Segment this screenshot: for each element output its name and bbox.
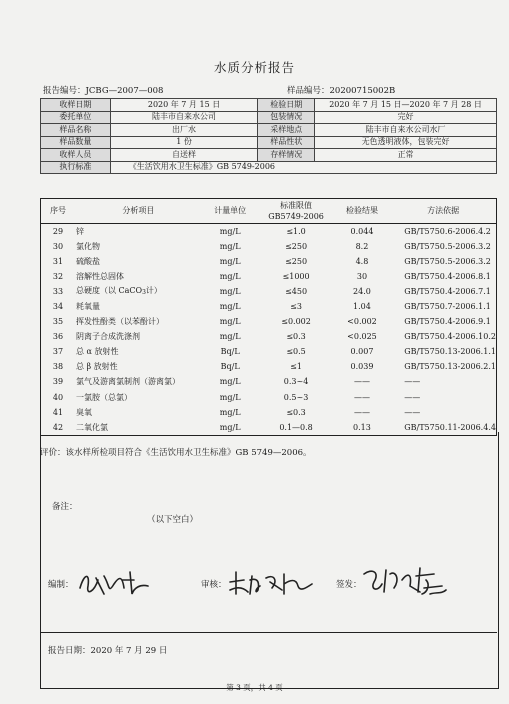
item-text: 耗氧量 xyxy=(75,302,100,312)
cell-item xyxy=(75,299,202,314)
cell-method: GB/T5750.5-2006.3.2 xyxy=(404,256,491,266)
result-row xyxy=(41,330,497,345)
result-row xyxy=(41,390,497,405)
result-row xyxy=(41,284,497,299)
blank-note: （以下空白） xyxy=(147,515,199,525)
cell-result: —— xyxy=(353,377,370,387)
editor-signature xyxy=(74,566,154,600)
info-value: 自送样 xyxy=(110,149,258,162)
reviewer-signature xyxy=(226,566,316,600)
result-row xyxy=(41,269,497,284)
cell-result: <0.025 xyxy=(347,332,377,342)
cell-item xyxy=(75,405,202,420)
item-text: 总 β 放射性 xyxy=(75,362,118,372)
result-row xyxy=(41,254,497,269)
item-text: 臭氧 xyxy=(75,407,92,417)
result-row xyxy=(41,375,497,390)
cell-unit: mg/L xyxy=(219,226,241,236)
cell-limit: 0.3~4 xyxy=(283,377,309,387)
cell-unit: Bq/L xyxy=(220,362,240,372)
item-subscript: 3 xyxy=(142,289,146,297)
cell-method: GB/T5750.4-2006.9.1 xyxy=(404,317,491,327)
cell-method: —— xyxy=(404,377,421,387)
reviewer-label: 审核： xyxy=(201,580,227,590)
sample-number: 样品编号：20200715002B xyxy=(287,86,396,96)
result-row xyxy=(41,224,497,240)
cell-no: 34 xyxy=(52,302,64,312)
info-value: 陆丰市自来水公司水厂 xyxy=(315,124,497,137)
info-value: 2020 年 7 月 15 日—2020 年 7 月 28 日 xyxy=(315,99,497,112)
cell-no: 36 xyxy=(52,332,64,342)
editor-label: 编制： xyxy=(48,580,74,590)
info-value: 出厂水 xyxy=(110,124,258,137)
cell-item xyxy=(75,315,202,330)
cell-no: 39 xyxy=(52,377,64,387)
item-text: 溶解性总固体 xyxy=(75,271,124,281)
report-number: 报告编号：JCBG—2007—008 xyxy=(43,86,164,96)
item-text: 硫酸盐 xyxy=(75,256,100,266)
info-label: 收样人员 xyxy=(41,149,111,162)
issuer-signature xyxy=(360,562,450,600)
col-header-no: 序号 xyxy=(41,199,75,224)
info-label: 样品性状 xyxy=(258,136,315,149)
cell-no: 29 xyxy=(52,226,64,236)
cell-item xyxy=(75,330,202,345)
cell-no: 42 xyxy=(52,422,64,432)
col-header-limit-line2: GB5749-2006 xyxy=(268,211,324,221)
col-header-item: 分析项目 xyxy=(75,199,202,224)
result-row xyxy=(41,299,497,314)
info-label: 收样日期 xyxy=(41,99,111,112)
info-value: 2020 年 7 月 15 日 xyxy=(110,99,258,112)
cell-method: GB/T5750.7-2006.1.1 xyxy=(404,302,491,312)
cell-unit: mg/L xyxy=(219,256,241,266)
cell-unit: mg/L xyxy=(219,422,241,432)
info-label: 包装情况 xyxy=(258,111,315,124)
result-row xyxy=(41,360,497,375)
info-value: 完好 xyxy=(315,111,497,124)
cell-method: GB/T5750.4-2006.10.2 xyxy=(404,332,496,342)
info-label: 采样地点 xyxy=(258,124,315,137)
result-row xyxy=(41,345,497,360)
info-value: 无色透明液体，包装完好 xyxy=(315,136,497,149)
cell-limit: ≤1000 xyxy=(282,271,310,281)
cell-limit: ≤0.002 xyxy=(281,317,311,327)
cell-result: —— xyxy=(353,392,370,402)
result-row xyxy=(41,239,497,254)
cell-method: GB/T5750.11-2006.4.4 xyxy=(404,422,496,432)
info-label: 样品数量 xyxy=(41,136,111,149)
cell-method: GB/T5750.13-2006.2.1 xyxy=(404,362,496,372)
cell-limit: ≤0.3 xyxy=(286,332,306,342)
results-header-row xyxy=(41,199,497,224)
cell-unit: mg/L xyxy=(219,286,241,296)
cell-limit: ≤3 xyxy=(290,302,302,312)
cell-no: 38 xyxy=(52,362,64,372)
item-text: 一氯胺（总氯） xyxy=(75,392,132,402)
cell-no: 35 xyxy=(52,317,64,327)
cell-limit: ≤0.3 xyxy=(286,407,306,417)
col-header-limit-line1: 标准限值 xyxy=(280,200,313,210)
col-header-result: 检验结果 xyxy=(334,199,391,224)
cell-no: 31 xyxy=(52,256,64,266)
info-value: 陆丰市自来水公司 xyxy=(110,111,258,124)
cell-unit: mg/L xyxy=(219,271,241,281)
cell-item xyxy=(75,375,202,390)
cell-method: GB/T5750.13-2006.1.1 xyxy=(404,347,496,357)
col-header-method: 方法依据 xyxy=(390,199,496,224)
info-row xyxy=(41,124,497,137)
cell-unit: mg/L xyxy=(219,392,241,402)
cell-limit: ≤0.5 xyxy=(286,347,306,357)
info-label: 样品名称 xyxy=(41,124,111,137)
cell-item xyxy=(75,390,202,405)
cell-result: <0.002 xyxy=(347,317,377,327)
cell-item xyxy=(75,224,202,240)
cell-no: 33 xyxy=(52,286,64,296)
cell-limit: 0.1—0.8 xyxy=(279,422,313,432)
standard-value: 《生活饮用水卫生标准》GB 5749-2006 xyxy=(110,161,496,174)
cell-result: 0.039 xyxy=(350,362,374,372)
cell-limit: ≤1 xyxy=(290,362,302,372)
cell-method: GB/T5750.6-2006.4.2 xyxy=(404,226,491,236)
cell-item xyxy=(75,345,202,360)
cell-item xyxy=(75,239,202,254)
cell-no: 30 xyxy=(52,241,64,251)
cell-method: GB/T5750.4-2006.8.1 xyxy=(404,271,491,281)
results-table xyxy=(40,198,497,436)
cell-item xyxy=(75,269,202,284)
item-text: 总硬度（以 CaCO xyxy=(75,286,143,296)
remark-label: 备注： xyxy=(52,502,78,512)
cell-limit: ≤450 xyxy=(285,286,308,296)
report-date: 报告日期：2020 年 7 月 29 日 xyxy=(48,646,168,656)
item-text: 氯气及游离氯制剂（游离氯） xyxy=(75,377,180,387)
cell-unit: mg/L xyxy=(219,377,241,387)
cell-method: GB/T5750.5-2006.3.2 xyxy=(404,241,491,251)
item-text: 总 α 放射性 xyxy=(75,347,119,357)
cell-unit: mg/L xyxy=(219,302,241,312)
cell-limit: ≤1.0 xyxy=(286,226,306,236)
cell-result: 0.044 xyxy=(350,226,374,236)
cell-method: GB/T5750.4-2006.7.1 xyxy=(404,286,491,296)
item-text: 阴离子合成洗涤剂 xyxy=(75,332,140,342)
results-body xyxy=(41,224,497,436)
cell-unit: Bq/L xyxy=(220,347,240,357)
cell-result: 24.0 xyxy=(353,286,371,296)
item-text: 氯化物 xyxy=(75,241,100,251)
cell-result: 1.04 xyxy=(353,302,371,312)
sample-info-table xyxy=(40,98,497,174)
result-row xyxy=(41,405,497,420)
result-row xyxy=(41,315,497,330)
divider xyxy=(40,632,497,633)
cell-unit: mg/L xyxy=(219,317,241,327)
cell-item xyxy=(75,254,202,269)
evaluation-text: 评价：该水样所检项目符合《生活饮用水卫生标准》GB 5749—2006。 xyxy=(40,448,312,458)
info-row xyxy=(41,111,497,124)
cell-result: 30 xyxy=(356,271,368,281)
info-value: 1 份 xyxy=(110,136,258,149)
report-title: 水质分析报告 xyxy=(213,60,295,75)
item-text: 挥发性酚类（以苯酚计） xyxy=(75,317,164,327)
cell-no: 41 xyxy=(52,407,64,417)
cell-no: 40 xyxy=(52,392,64,402)
info-label: 检验日期 xyxy=(258,99,315,112)
page-footer: 第 3 页，共 4 页 xyxy=(226,683,283,692)
col-header-limit xyxy=(258,199,333,224)
info-row xyxy=(41,99,497,112)
cell-limit: ≤250 xyxy=(285,256,308,266)
cell-item xyxy=(75,284,202,299)
cell-result: 8.2 xyxy=(355,241,369,251)
standard-row xyxy=(41,161,497,174)
info-row xyxy=(41,136,497,149)
item-text: 二氧化氯 xyxy=(75,422,108,432)
cell-result: —— xyxy=(353,407,370,417)
col-header-unit: 计量单位 xyxy=(202,199,259,224)
info-label: 委托单位 xyxy=(41,111,111,124)
info-row xyxy=(41,149,497,162)
cell-limit: 0.5~3 xyxy=(283,392,309,402)
info-value: 正常 xyxy=(315,149,497,162)
standard-label: 执行标准 xyxy=(41,161,111,174)
cell-unit: mg/L xyxy=(219,332,241,342)
cell-unit: mg/L xyxy=(219,241,241,251)
cell-method: —— xyxy=(404,392,421,402)
cell-result: 0.007 xyxy=(350,347,374,357)
item-text-tail: 计） xyxy=(145,286,162,296)
cell-item xyxy=(75,360,202,375)
cell-limit: ≤250 xyxy=(285,241,308,251)
issuer-label: 签发： xyxy=(336,580,362,590)
cell-no: 37 xyxy=(52,347,64,357)
cell-result: 0.13 xyxy=(353,422,371,432)
cell-unit: mg/L xyxy=(219,407,241,417)
cell-no: 32 xyxy=(52,271,64,281)
cell-result: 4.8 xyxy=(355,256,369,266)
info-label: 存样情况 xyxy=(258,149,315,162)
cell-method: —— xyxy=(404,407,421,417)
item-text: 锌 xyxy=(75,226,84,236)
